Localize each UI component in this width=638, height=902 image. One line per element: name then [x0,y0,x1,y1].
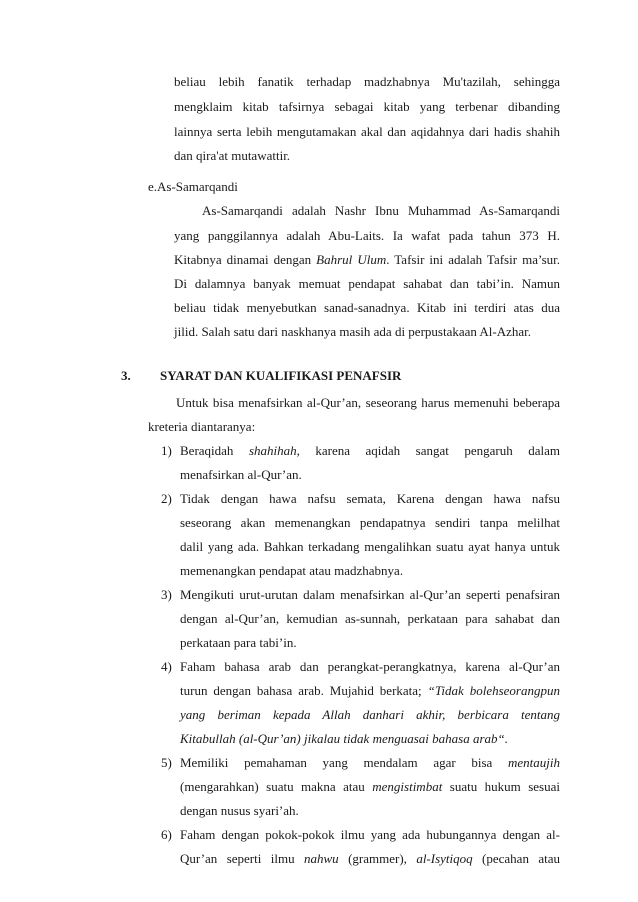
paragraph-line [174,252,560,268]
italic-term: shahihah [248,443,297,458]
text-span: turun dengan bahasa arab. Mujahid berkata; [180,683,428,698]
paragraph-line: beliau lebih fanatik terhadap madzhabnya Mu'tazilah, sehingga [174,74,560,89]
paragraph-line: yang panggilannya adalah Abu-Laits. Ia wafat pada tahun 373 H. [174,228,560,243]
text-span: Kitabnya dinamai dengan [174,252,317,267]
list-number: 6) [161,827,172,842]
list-item-line: menafsirkan al-Qur’an. [180,467,302,482]
list-number: 3) [161,587,172,602]
list-item-line: dengan nusus syari’ah. [180,803,299,818]
list-item-line [180,851,560,867]
paragraph-line: mengklaim kitab tafsirnya sebagai kitab yang terbenar dibanding [174,99,560,114]
list-item-line [180,683,560,699]
text-span: (mengarahkan) suatu makna atau [180,779,373,794]
list-number: 2) [161,491,172,506]
list-item-line [180,779,560,795]
list-number: 5) [161,755,172,770]
section-number: 3. [121,368,131,383]
text-span: , karena aqidah sangat pengaruh dalam [296,443,561,458]
quote-line [180,731,508,747]
list-item-line: seseorang akan memenangkan pendapatnya sendiri tanpa melilhat [180,515,560,530]
book-title: Bahrul Ulum [316,252,387,267]
quote-text: Kitabullah (al-Qur’an) jikalau tidak menguasai bahasa arab“. [180,731,509,746]
text-span: . Tafsir ini adalah Tafsir ma’sur. [386,252,560,267]
list-item-line: memenangkan pendapat atau madzhabnya. [180,563,404,578]
text-span: Beraqidah [180,443,249,458]
italic-term: mentaujih [508,755,560,770]
list-item-line: Faham bahasa arab dan perangkat-perangkatnya, karena al-Qur’an [180,659,560,674]
paragraph-line: dan qira'at mutawattir. [174,148,291,163]
italic-term: nahwu [304,851,339,866]
list-item-line: dengan al-Qur’an, kemudian as-sunnah, perkataan para sahabat dan [180,611,560,626]
list-item-line [180,755,560,771]
paragraph-line: Untuk bisa menafsirkan al-Qur’an, seseorang harus memenuhi beberapa [176,395,560,410]
list-item-line [180,443,560,459]
paragraph-line: beliau tidak menyebutkan sanad-sanadnya. Kitab ini terdiri atas dua [174,300,560,315]
text-span: Qur’an seperti ilmu [180,851,304,866]
paragraph-line: jilid. Salah satu dari naskhanya masih ada di perpustakaan Al-Azhar. [174,324,532,339]
subsection-title: e.As-Samarqandi [148,179,238,194]
paragraph-line: kreteria diantaranya: [148,419,256,434]
list-item-line: Mengikuti urut-urutan dalam menafsirkan al-Qur’an seperti penafsiran [180,587,560,602]
list-item-line: dalil yang ada. Bahkan terkadang mengalihkan suatu ayat hanya untuk [180,539,560,554]
text-span: (grammer), [338,851,417,866]
quote-line [180,707,560,723]
quote-text: yang beriman kepada Allah danhari akhir, berbicara tentang [180,707,560,722]
list-item-line: Tidak dengan hawa nafsu semata, Karena dengan hawa nafsu [180,491,560,506]
paragraph-line: As-Samarqandi adalah Nashr Ibnu Muhammad As-Samarqandi [202,203,560,218]
italic-term: al-Isytiqoq [416,851,473,866]
quote-text: “Tidak bolehseorangpun [427,683,560,698]
list-number: 4) [161,659,172,674]
text-span: suatu hukum sesuai [442,779,560,794]
text-span: (pecahan atau [472,851,561,866]
section-title: SYARAT DAN KUALIFIKASI PENAFSIR [160,368,402,383]
list-item-line: perkataan para tabi’in. [180,635,297,650]
list-item-line: Faham dengan pokok-pokok ilmu yang ada hubungannya dengan al- [180,827,560,842]
paragraph-line: Di dalamnya banyak memuat pendapat sahabat dan tabi’in. Namun [174,276,560,291]
text-span: Memiliki pemahaman yang mendalam agar bisa [180,755,508,770]
paragraph-line: lainnya serta lebih mengutamakan akal dan aqidahnya dari hadis shahih [174,124,560,139]
list-number: 1) [161,443,172,458]
italic-term: mengistimbat [372,779,443,794]
